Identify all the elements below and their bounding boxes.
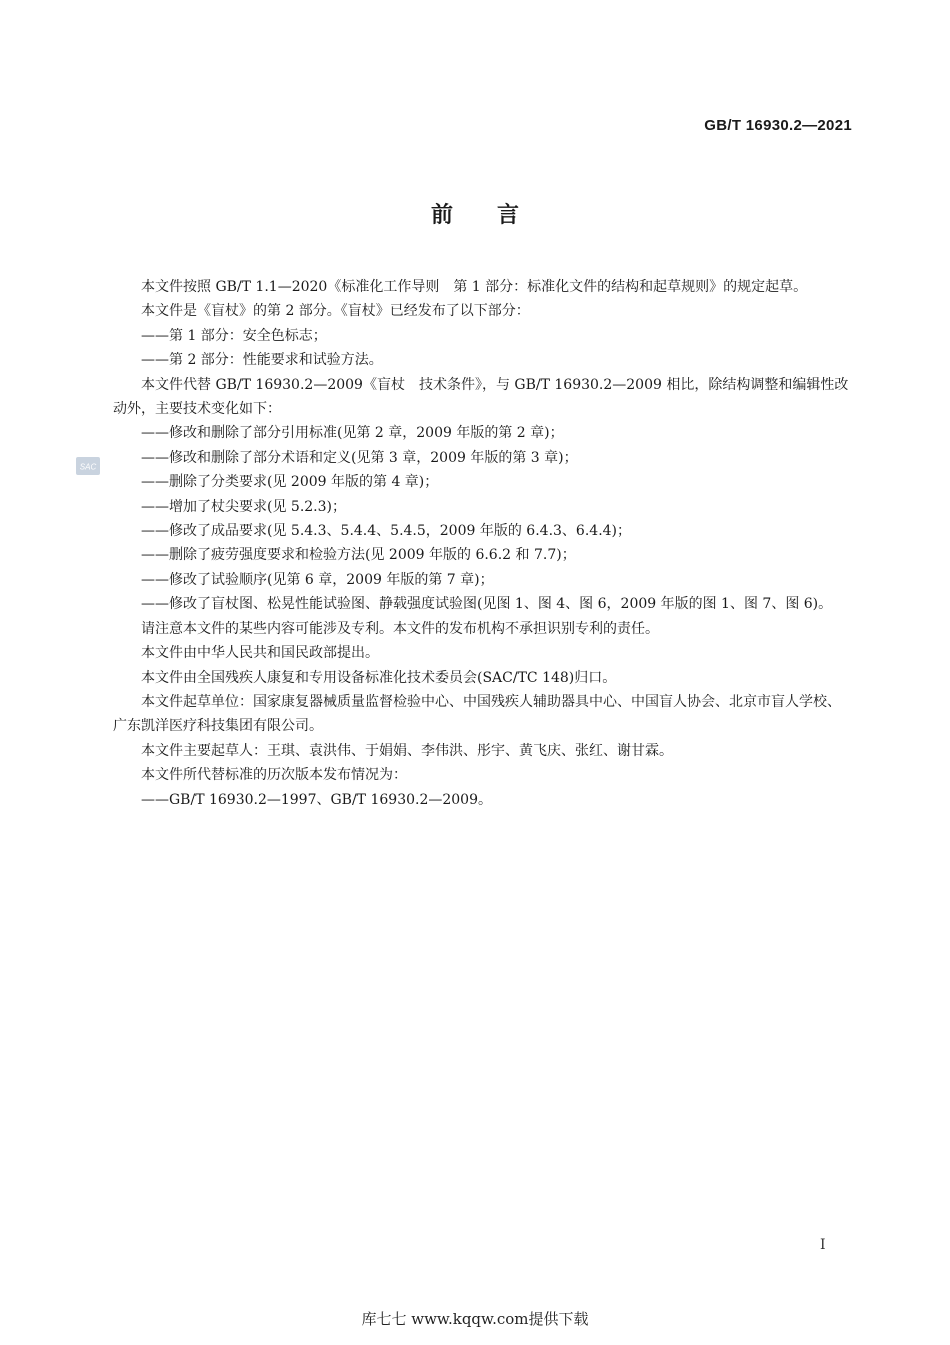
- paragraph-drafters: 本文件主要起草人：王琪、袁洪伟、于娟娟、李伟洪、彤宇、黄飞庆、张红、谢甘霖。: [141, 742, 673, 759]
- standard-code: GB/T 16930.2—2021: [704, 117, 852, 134]
- paragraph-drafting-rule: 本文件按照 GB/T 1.1—2020《标准化工作导则 第 1 部分：标准化文件的结构和起草规则》的规定起草。: [141, 279, 808, 295]
- list-item-change: ——修改和删除了部分引用标准(见第 2 章，2009 年版的第 2 章)；: [141, 425, 564, 442]
- paragraph-history-intro: 本文件所代替标准的历次版本发布情况为：: [141, 767, 407, 784]
- list-item-change: ——修改了盲杖图、松晃性能试验图、静载强度试验图(见图 1、图 4、图 6，2009 年版的图 1、图 7、图 6)。: [141, 596, 833, 613]
- paragraph-patent-notice: 请注意本文件的某些内容可能涉及专利。本文件的发布机构不承担识别专利的责任。: [141, 620, 659, 637]
- list-item-change: ——增加了杖尖要求(见 5.2.3)；: [141, 498, 346, 515]
- page-title: 前 言: [430, 203, 519, 228]
- list-item-change: ——修改和删除了部分术语和定义(见第 3 章，2009 年版的第 3 章)；: [141, 449, 578, 466]
- list-item-history: ——GB/T 16930.2—1997、GB/T 16930.2—2009。: [141, 791, 492, 808]
- sac-logo-icon: [76, 457, 100, 475]
- paragraph-proposer: 本文件由中华人民共和国民政部提出。: [141, 645, 379, 662]
- svg-text:SAC: SAC: [79, 462, 97, 472]
- list-item-change: ——删除了疲劳强度要求和检验方法(见 2009 年版的 6.6.2 和 7.7)；: [141, 547, 576, 564]
- download-footer: 库七七 www.kqqw.com提供下载: [361, 1310, 589, 1328]
- paragraph-committee: 本文件由全国残疾人康复和专用设备标准化技术委员会(SAC/TC 148)归口。: [141, 669, 617, 686]
- paragraph-parts-intro: 本文件是《盲杖》的第 2 部分。《盲杖》已经发布了以下部分：: [141, 303, 530, 320]
- list-item-part-1: ——第 1 部分：安全色标志；: [141, 327, 327, 344]
- page-number: I: [820, 1237, 826, 1253]
- list-item-change: ——修改了成品要求(见 5.4.3、5.4.4、5.4.5，2009 年版的 6.4.3、6.4.4)；: [141, 523, 632, 540]
- foreword-body: [113, 275, 853, 812]
- list-item-change: ——删除了分类要求(见 2009 年版的第 4 章)；: [141, 474, 439, 491]
- list-item-change: ——修改了试验顺序(见第 6 章，2009 年版的第 7 章)；: [141, 571, 494, 588]
- list-item-part-2: ——第 2 部分：性能要求和试验方法。: [141, 352, 383, 369]
- paragraph-replaces: 本文件代替 GB/T 16930.2—2009《盲杖 技术条件》，与 GB/T 16930.2—2009 相比，除结构调整和编辑性改动外，主要技术变化如下：: [113, 376, 849, 418]
- paragraph-drafting-units: 本文件起草单位：国家康复器械质量监督检验中心、中国残疾人辅助器具中心、中国盲人协会、北京市盲人学校、广东凯洋医疗科技集团有限公司。: [113, 693, 841, 735]
